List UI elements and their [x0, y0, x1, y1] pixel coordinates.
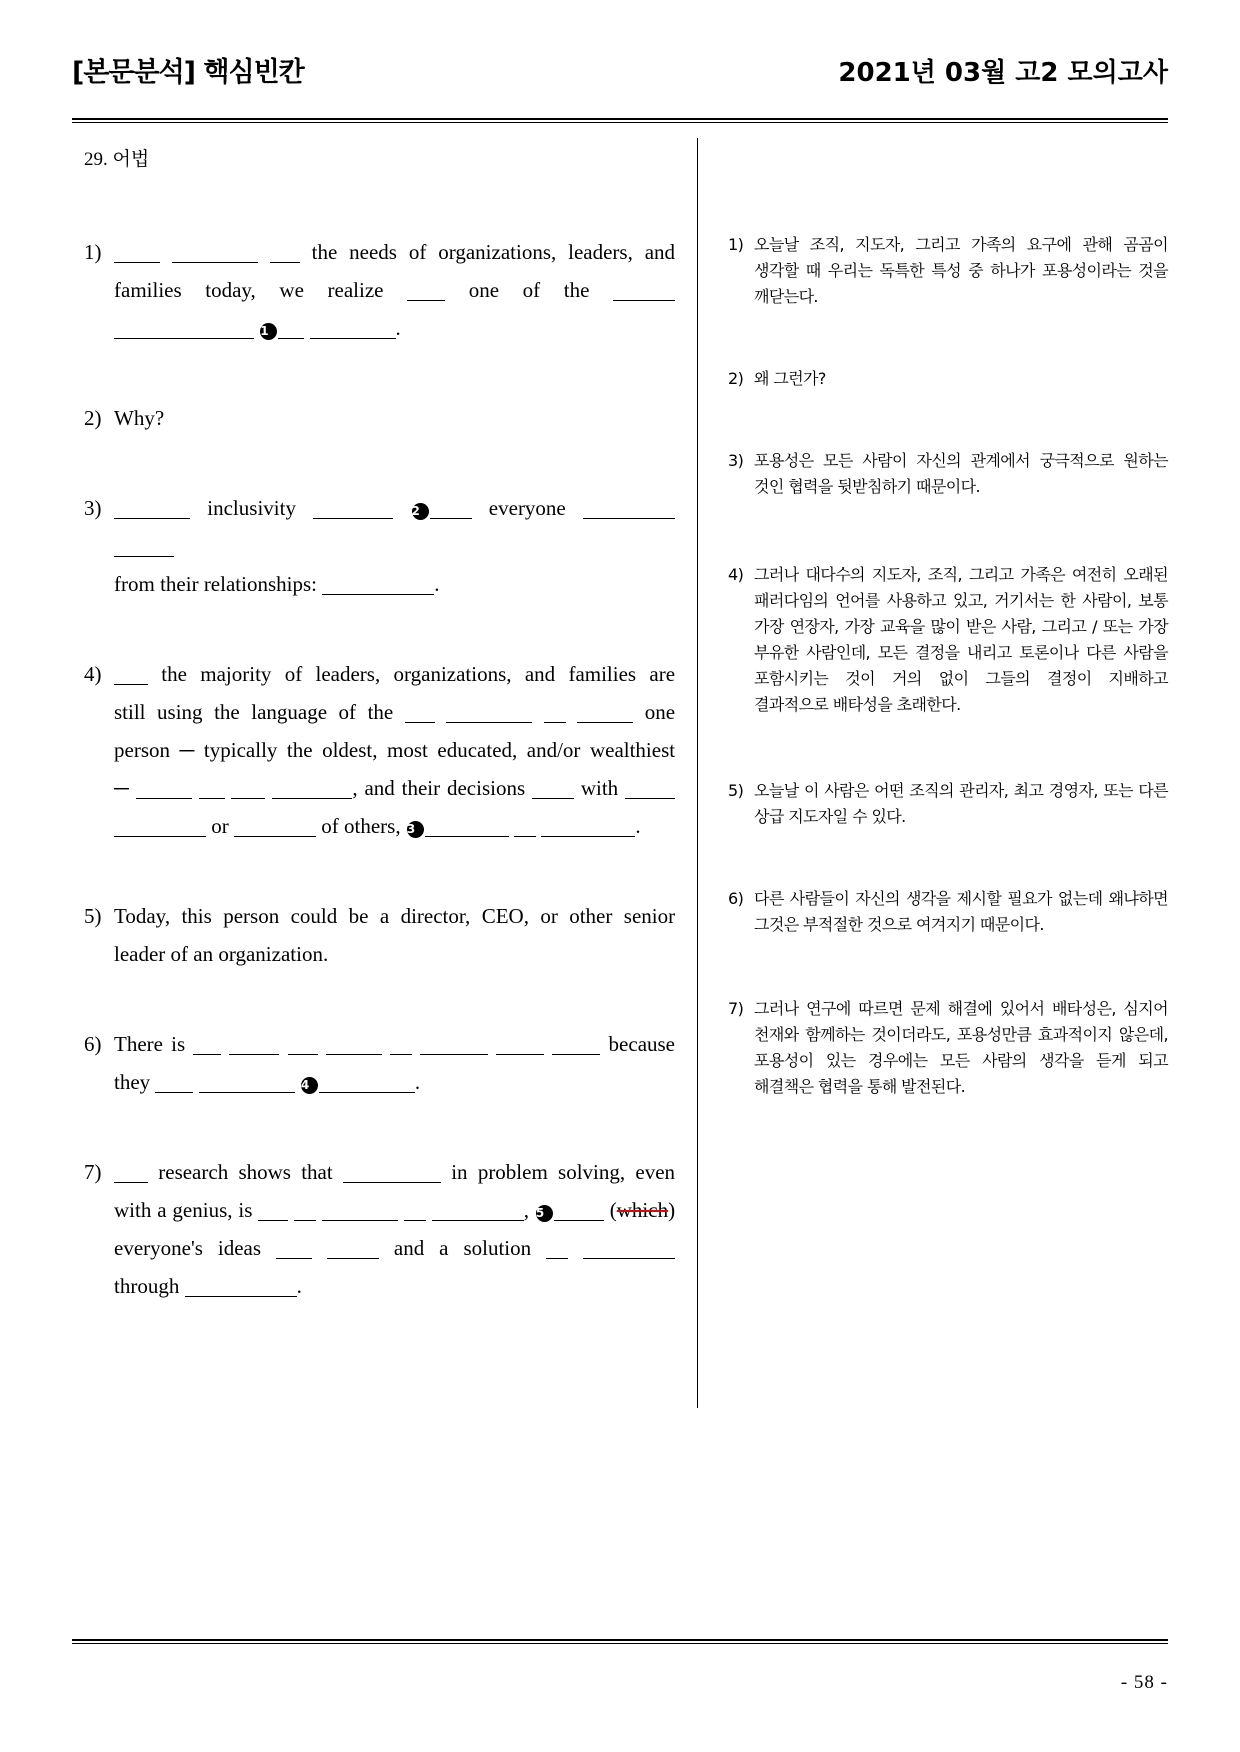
- word: genius,: [172, 1198, 233, 1222]
- word: .: [395, 316, 401, 340]
- answer-blank[interactable]: [294, 1200, 316, 1221]
- korean-item-text: 그러나 대다수의 지도자, 조직, 그리고 가족은 여전히 오래된 패러다임의 언어를 사용하고 있고, 거기서는 한 사람이, 보통 가장 연장자, 가장 교육을 많이 받은 사람, 그리고 / 또는 가장 부유한 사람인데, 모든 결정을 내리고 토론이나 다른 사람을 포함시키는 것이 거의 없이 그들의 결정이 지배하고 결과적으로 배타성을 초래한다.: [754, 565, 1168, 714]
- answer-blank[interactable]: [229, 1034, 279, 1055]
- english-item-line: [114, 1191, 675, 1229]
- korean-item: [728, 232, 1168, 310]
- answer-blank[interactable]: [405, 702, 435, 723]
- footer-rule: [72, 1639, 1168, 1644]
- word: leaders,: [315, 662, 381, 686]
- answer-blank[interactable]: [114, 816, 206, 837]
- word: through: [114, 1274, 180, 1298]
- word: organization.: [218, 942, 329, 966]
- word: the: [367, 700, 394, 724]
- answer-blank[interactable]: [425, 816, 509, 837]
- word: ─: [114, 776, 129, 800]
- korean-item: [728, 886, 1168, 938]
- word: even: [635, 1160, 676, 1184]
- english-item-number: 4): [84, 662, 102, 686]
- word: with: [580, 776, 619, 800]
- word: decisions: [446, 776, 526, 800]
- word: of: [284, 662, 303, 686]
- word: Today,: [114, 904, 171, 928]
- word: language: [251, 700, 328, 724]
- word: majority: [200, 662, 272, 686]
- word: leaders,: [568, 240, 633, 264]
- english-item-body: [114, 489, 675, 603]
- page-number: - 58 -: [1120, 1672, 1168, 1693]
- word: families: [568, 662, 637, 686]
- korean-item-text: 다른 사람들이 자신의 생각을 제시할 필요가 없는데 왜냐하면 그것은 부적절한 것으로 여겨지기 때문이다.: [754, 889, 1168, 934]
- answer-blank[interactable]: [432, 1200, 524, 1221]
- english-item-body: [114, 655, 675, 845]
- circled-number-5: 5: [536, 1205, 553, 1222]
- answer-blank[interactable]: [114, 318, 254, 339]
- korean-item-text: 오늘날 조직, 지도자, 그리고 가족의 요구에 관해 곰곰이 생각할 때 우리는 독특한 특성 중 하나가 포용성이라는 것을 깨닫는다.: [754, 235, 1168, 306]
- word: realize: [327, 278, 384, 302]
- english-item-line: [114, 935, 675, 973]
- answer-blank[interactable]: [625, 778, 675, 799]
- word: everyone's: [114, 1236, 203, 1260]
- answer-blank[interactable]: [430, 498, 472, 519]
- circled-number-2: 2: [412, 503, 429, 520]
- korean-item: [728, 996, 1168, 1100]
- english-item-line: [114, 399, 675, 437]
- english-item-number: 6): [84, 1032, 102, 1056]
- answer-blank[interactable]: [544, 702, 566, 723]
- word: or: [211, 814, 229, 838]
- word: and: [644, 240, 676, 264]
- korean-item-number: 4): [728, 565, 744, 584]
- word: in: [451, 1160, 468, 1184]
- word: and: [364, 776, 395, 800]
- korean-item: [728, 366, 1168, 392]
- english-item-line: [114, 233, 675, 271]
- answer-blank[interactable]: [234, 816, 316, 837]
- korean-item-text: 그러나 연구에 따르면 문제 해결에 있어서 배타성은, 심지어 천재와 함께하는 것이더라도, 포용성만큼 효과적이지 않은데, 포용성이 있는 경우에는 모든 사람의 생각을 듣게 되고 해결책은 협력을 통해 발전된다.: [754, 999, 1169, 1096]
- english-item-number: 1): [84, 240, 102, 264]
- korean-item-text: 포용성은 모든 사람이 자신의 관계에서 궁극적으로 원하는 것인 협력을 뒷받침하기 때문이다.: [754, 451, 1168, 496]
- circled-number-4: 4: [301, 1077, 318, 1094]
- answer-blank[interactable]: [554, 1200, 604, 1221]
- english-item: [84, 233, 675, 347]
- english-item-line: [114, 271, 675, 309]
- answer-blank[interactable]: [322, 574, 434, 595]
- answer-blank[interactable]: [276, 1238, 312, 1259]
- english-item: [84, 897, 675, 973]
- word: this: [181, 904, 212, 928]
- answer-blank[interactable]: [114, 242, 160, 263]
- answer-blank[interactable]: [552, 1034, 600, 1055]
- english-item: [84, 655, 675, 845]
- english-item-line: [114, 731, 675, 769]
- english-item-body: [114, 233, 675, 347]
- english-item-body: [114, 1153, 675, 1305]
- english-item-line: [114, 309, 675, 347]
- word: one: [468, 278, 500, 302]
- english-item-number: 3): [84, 496, 102, 520]
- korean-item-number: 2): [728, 369, 744, 388]
- word: be: [348, 904, 369, 928]
- answer-blank[interactable]: [258, 1200, 288, 1221]
- answer-blank[interactable]: [583, 1238, 675, 1259]
- word: or: [540, 904, 558, 928]
- answer-blank[interactable]: [404, 1200, 426, 1221]
- word: are: [649, 662, 676, 686]
- word: ,: [523, 1198, 530, 1222]
- english-item-number: 2): [84, 406, 102, 430]
- word: organizations,: [393, 662, 512, 686]
- english-item: [84, 1153, 675, 1305]
- word: typically: [203, 738, 278, 762]
- word: the: [286, 738, 313, 762]
- english-item-body: [114, 1025, 675, 1101]
- word: (: [609, 1198, 617, 1222]
- english-item-list: [72, 233, 675, 1305]
- word: problem: [477, 1160, 548, 1184]
- korean-item: [728, 778, 1168, 830]
- korean-item-text: 왜 그런가?: [754, 369, 826, 388]
- answer-blank[interactable]: [541, 816, 635, 837]
- english-item-line: [114, 655, 675, 693]
- answer-blank[interactable]: [199, 778, 225, 799]
- word: of: [338, 700, 357, 724]
- answer-blank[interactable]: [172, 242, 258, 263]
- answer-blank[interactable]: [278, 318, 304, 339]
- word: of: [170, 942, 189, 966]
- english-item-line: [114, 1063, 675, 1101]
- word: .: [635, 814, 641, 838]
- answer-blank[interactable]: [193, 1034, 221, 1055]
- word: wealthiest: [589, 738, 676, 762]
- word: person: [223, 904, 280, 928]
- answer-blank[interactable]: [270, 242, 300, 263]
- word: with: [114, 1198, 152, 1222]
- english-item: [84, 399, 675, 437]
- word: the: [214, 700, 240, 724]
- circled-number-3: 3: [407, 821, 424, 838]
- english-item: [84, 489, 675, 603]
- word: everyone: [488, 496, 566, 520]
- word: ─: [179, 738, 195, 762]
- word: research: [158, 1160, 229, 1184]
- answer-blank[interactable]: [514, 816, 536, 837]
- english-item-line: [114, 1153, 675, 1191]
- english-item-line: [114, 693, 675, 731]
- word: senior: [623, 904, 676, 928]
- english-item: [84, 1025, 675, 1101]
- answer-blank[interactable]: [322, 1200, 398, 1221]
- word: today,: [205, 278, 256, 302]
- word: using: [157, 700, 203, 724]
- word: and/or: [526, 738, 581, 762]
- word: other: [569, 904, 613, 928]
- word: relationships:: [203, 572, 317, 596]
- struck-word: which: [616, 1198, 669, 1222]
- word: a: [379, 904, 390, 928]
- word: ): [668, 1198, 676, 1222]
- word: an: [193, 942, 214, 966]
- word: .: [296, 1274, 302, 1298]
- word: families: [114, 278, 182, 302]
- english-item-line: [114, 1267, 675, 1305]
- word: of: [408, 240, 427, 264]
- answer-blank[interactable]: [114, 536, 174, 557]
- answer-blank[interactable]: [577, 702, 633, 723]
- word: CEO,: [481, 904, 529, 928]
- korean-item: [728, 448, 1168, 500]
- circled-number-1: 1: [260, 323, 277, 340]
- english-column: [72, 132, 697, 1622]
- word: needs: [349, 240, 397, 264]
- word: most: [387, 738, 428, 762]
- english-item-body: [114, 399, 675, 437]
- header-left-title: [본문분석] 핵심빈칸: [72, 57, 304, 88]
- word: organizations,: [438, 240, 557, 264]
- word: the: [161, 662, 187, 686]
- word: .: [434, 572, 440, 596]
- answer-blank[interactable]: [532, 778, 574, 799]
- answer-blank[interactable]: [326, 1034, 382, 1055]
- word: their: [160, 572, 199, 596]
- korean-item: [728, 562, 1168, 718]
- answer-blank[interactable]: [185, 1276, 297, 1297]
- word: Why?: [114, 406, 165, 430]
- word: There: [114, 1032, 163, 1056]
- word: that: [301, 1160, 333, 1184]
- english-item-number: 7): [84, 1160, 102, 1184]
- word: shows: [238, 1160, 291, 1184]
- word: the: [563, 278, 590, 302]
- answer-blank[interactable]: [327, 1238, 379, 1259]
- word: of: [522, 278, 541, 302]
- word: and: [524, 662, 556, 686]
- answer-blank[interactable]: [155, 1072, 193, 1093]
- answer-blank[interactable]: [114, 498, 190, 519]
- answer-blank[interactable]: [496, 1034, 544, 1055]
- header-rule: [72, 118, 1168, 123]
- korean-item-number: 5): [728, 781, 744, 800]
- english-item-line: [114, 897, 675, 935]
- word: we: [279, 278, 304, 302]
- word: could: [290, 904, 338, 928]
- answer-blank[interactable]: [390, 1034, 412, 1055]
- english-item-number: 5): [84, 904, 102, 928]
- word: ideas: [217, 1236, 262, 1260]
- word: a: [439, 1236, 449, 1260]
- word: their: [401, 776, 441, 800]
- header-right-title: 2021년 03월 고2 모의고사: [838, 58, 1168, 88]
- korean-item-number: 7): [728, 999, 744, 1018]
- answer-blank[interactable]: [136, 778, 192, 799]
- page-header: [72, 50, 1168, 89]
- answer-blank[interactable]: [313, 498, 393, 519]
- english-item-line: [114, 1025, 675, 1063]
- word: is: [238, 1198, 253, 1222]
- english-item-line: [114, 565, 675, 603]
- answer-blank[interactable]: [613, 280, 675, 301]
- section-label: 29. 어법: [84, 149, 150, 170]
- answer-blank[interactable]: [343, 1162, 441, 1183]
- korean-item-number: 1): [728, 235, 744, 254]
- answer-blank[interactable]: [272, 778, 352, 799]
- english-item-line: [114, 1229, 675, 1267]
- korean-item-text: 오늘날 이 사람은 어떤 조직의 관리자, 최고 경영자, 또는 다른 상급 지도자일 수 있다.: [754, 781, 1168, 826]
- english-item-body: [114, 897, 675, 973]
- word: ,: [352, 776, 358, 800]
- word: the: [311, 240, 338, 264]
- answer-blank[interactable]: [310, 318, 396, 339]
- word: of: [321, 814, 339, 838]
- word: oldest,: [322, 738, 378, 762]
- word: leader: [114, 942, 166, 966]
- answer-blank[interactable]: [420, 1034, 488, 1055]
- answer-blank[interactable]: [407, 280, 445, 301]
- english-item-line: [114, 769, 675, 807]
- word: they: [114, 1070, 151, 1094]
- word: still: [114, 700, 146, 724]
- word: solution: [463, 1236, 532, 1260]
- word: a: [157, 1198, 167, 1222]
- word: and: [393, 1236, 425, 1260]
- korean-item-list: [728, 232, 1168, 1100]
- answer-blank[interactable]: [114, 664, 148, 685]
- word: others,: [344, 814, 401, 838]
- answer-blank[interactable]: [583, 498, 675, 519]
- korean-column: [698, 132, 1168, 1622]
- english-item-line: [114, 807, 675, 845]
- word: one: [644, 700, 676, 724]
- english-item-line: [114, 489, 675, 565]
- answer-blank[interactable]: [288, 1034, 318, 1055]
- answer-blank[interactable]: [114, 1162, 148, 1183]
- answer-blank[interactable]: [319, 1072, 415, 1093]
- korean-item-number: 6): [728, 889, 744, 908]
- korean-item-number: 3): [728, 451, 744, 470]
- word: person: [114, 738, 170, 762]
- answer-blank[interactable]: [199, 1072, 295, 1093]
- word: from: [114, 572, 155, 596]
- answer-blank[interactable]: [231, 778, 265, 799]
- word: inclusivity: [207, 496, 296, 520]
- word: educated,: [437, 738, 518, 762]
- answer-blank[interactable]: [546, 1238, 568, 1259]
- word: is: [171, 1032, 186, 1056]
- page-content: [72, 132, 1168, 1622]
- word: solving,: [558, 1160, 626, 1184]
- word: because: [608, 1032, 676, 1056]
- word: .: [414, 1070, 421, 1094]
- word: director,: [400, 904, 471, 928]
- answer-blank[interactable]: [446, 702, 532, 723]
